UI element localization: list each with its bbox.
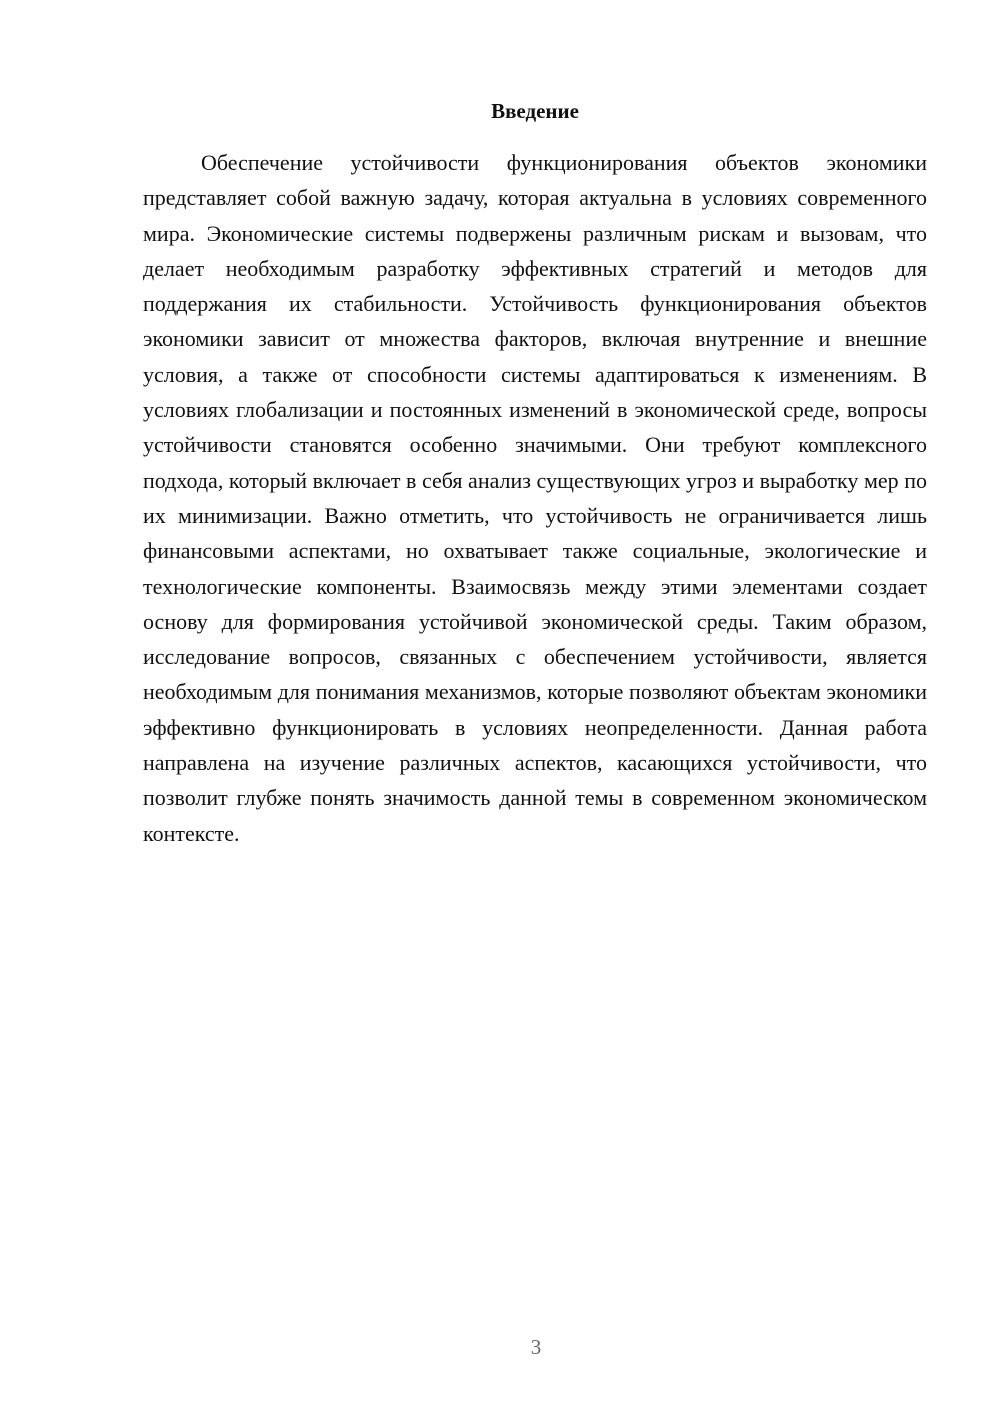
page-number: 3 xyxy=(530,1335,542,1359)
section-heading: Введение xyxy=(491,99,579,123)
body-paragraph: Обеспечение устойчивости функционирования объектов экономики представляет собой важную задачу, которая актуальна в условиях современного мира. Экономические системы подвержены различным рискам и вызовам, что делает необходимым разработку эффективных стратегий и методов для поддержания их стабильности. Устойчивость функционирования объектов экономики зависит от множества факторов, включая внутренние и внешние условия, а также от способности системы адаптироваться к изменениям. В условиях глобализации и постоянных изменений в экономической среде, вопросы устойчивости становятся особенно значимыми. Они требуют комплексного подхода, который включает в себя анализ существующих угроз и выработку мер по их минимизации. Важно отметить, что устойчивость не ограничивается лишь финансовыми аспектами, но охватывает также социальные, экологические и технологические компоненты. Взаимосвязь между этими элементами создает основу для формирования устойчивой экономической среды. Таким образом, исследование вопросов, связанных с обеспечением устойчивости, является необходимым для понимания механизмов, которые позволяют объектам экономики эффективно функционировать в условиях неопределенности. Данная работа направлена на изучение различных аспектов, касающихся устойчивости, что позволит глубже понять значимость данной темы в современном экономическом контексте. xyxy=(143,150,927,846)
